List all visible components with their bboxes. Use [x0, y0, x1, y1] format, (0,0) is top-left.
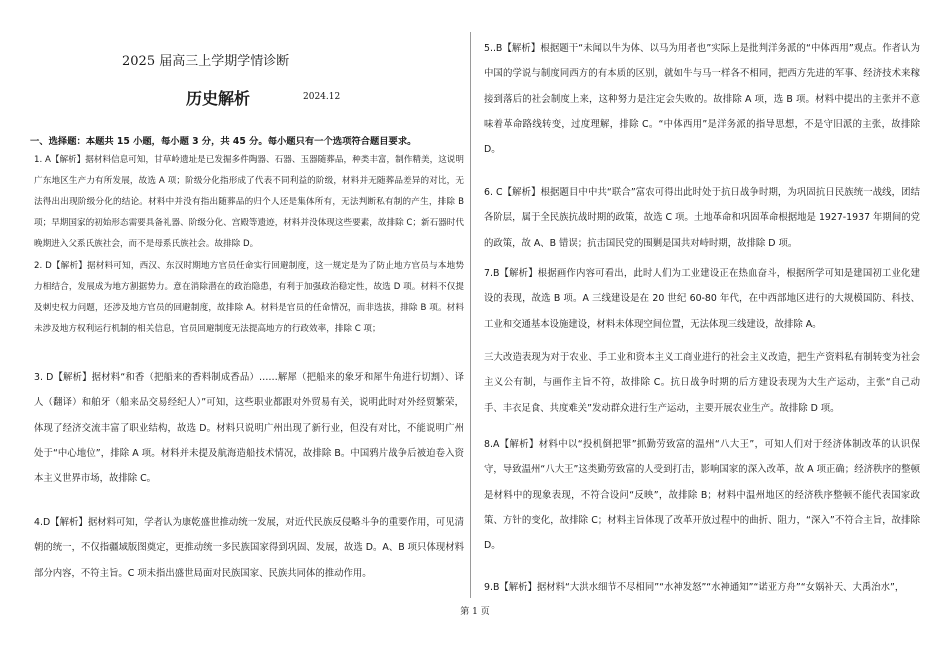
- answer-7-continued: 三大改造表现为对于农业、手工业和资本主义工商业进行的社会主义改造，把生产资料私有制转变为社会主义公有制，与画作主旨不符，故排除 C。抗日战争时期的后方建设表现为大生产运动，主张“自己动手、丰衣足食、共度难关”发动群众进行生产运动，主要开展农业生产。故排除 D 项。: [484, 352, 920, 414]
- exam-date: 2024.12: [303, 92, 341, 102]
- section-heading: 一、选择题：本题共 15 小题，每小题 3 分，共 45 分。每小题只有一个选项符合题目要求。: [30, 136, 417, 147]
- exam-title: 2025 届高三上学期学情诊断: [122, 54, 290, 69]
- page-number: 第 1 页: [460, 607, 490, 617]
- subject-title: 历史解析: [186, 89, 251, 108]
- answer-9: 9.B【解析】据材料“大洪水细节不尽相同”“水神发怒”“水神通知”“诺亚方舟”“女娲补天、大禹治水”，: [484, 582, 905, 593]
- answer-4: 4.D【解析】据材料可知，学者认为康乾盛世推动统一发展，对近代民族反侵略斗争的重要作用，可见清朝的统一，不仅指疆域版图奠定，更推动统一多民族国家得到巩固、发展，故选 D。A、B 项只体现材料部分内容，不符主旨。C 项未指出盛世局面对民族国家、民族共同体的推动作用。: [34, 517, 464, 579]
- answer-6: 6. C【解析】根据题目中中共“联合”富农可得出此时处于抗日战争时期，为巩固抗日民族统一战线，团结各阶层，属于全民族抗战时期的政策，故选 C 项。土地革命和巩固革命根据地是 1927-1937 年期间的党的政策，故 A、B 错误；抗击国民党的围剿是国共对峙时期，故排除 D 项。: [484, 187, 920, 249]
- answer-3: 3. D【解析】据材料“和香（把船来的香料制成香品）……解犀（把船来的象牙和犀牛角进行切割）、译人（翻译）和舶牙（船来品交易经纪人）”可知，这些职业都跟对外贸易有关，说明此时对外经贸繁荣，体现了经济交流丰富了职业结构，故选 D。材料只说明广州出现了新行业，但没有对比，不能说明广州处于“中心地位”，排除 A 项。材料并未提及航海造船技术情况，故排除 B。中国鸦片战争后被迫卷入资本主义世界市场，故排除 C。: [34, 372, 464, 485]
- answer-5: 5..B【解析】根据题干“未闻以牛为体、以马为用者也”实际上是批判洋务派的“中体西用”观点。作者认为中国的学说与制度同西方的有本质的区别，就如牛与马一样各不相同，把西方先进的军事、经济技术来稼接到落后的社会制度上来，这种努力是注定会失败的。故排除 A 项，选 B 项。材料中提出的主张并不意味着革命路线转变，过度理解，排除 C。“中体西用”是洋务派的指导思想，不是守旧派的主张，故排除 D。: [484, 43, 920, 156]
- answer-2: 2. D【解析】据材料可知，西汉、东汉时期地方官员任命实行回避制度，这一规定是为了防止地方官员与本地势力相结合，发展成为地方割据势力。意在消除潜在的政治隐患，有利于加强政治稳定性，故选 D 项。材料不仅提及刺史权力问题，还涉及地方官员的回避制度，故排除 A。材料是官员的任命情况，而非选拔，排除 B 项。材料未涉及地方权利运行机制的相关信息，官员回避制度无法提高地方的行政效率，排除 C 项；: [34, 261, 464, 334]
- answer-8: 8.A【解析】材料中以“投机倒把罪”抓勤劳致富的温州“八大王”，可知人们对于经济体制改革的认识保守，导致温州“八大王”这类勤劳致富的人受到打击，影响国家的深入改革，故 A 项正确；经济秩序的整顿是材料中的现象表现，不符合设问“反映”，故排除 B；材料中温州地区的经济秩序整顿不能代表国家政策、方针的变化，故排除 C；材料主旨体现了改革开放过程中的曲折、阻力，“深入”不符合主旨，故排除 D。: [484, 439, 920, 552]
- answer-7: 7.B【解析】根据画作内容可看出，此时人们为工业建设正在热血奋斗，根据所学可知是建国初工业化建设的表现，故选 B 项。A 三线建设是在 20 世纪 60-80 年代，在中西部地区进行的大规模国防、科技、工业和交通基本设施建设，材料未体现空间位置，无法体现三线建设，故排除 A。: [484, 268, 920, 330]
- column-divider: [470, 32, 471, 598]
- answer-1: 1. A【解析】据材料信息可知，甘草岭遗址是已发掘多件陶器、石器、玉器随葬品，种类丰富，制作精美，这说明广东地区生产力有所发展，故选 A 项；阶级分化指形成了代表不同利益的阶级，材料并无随葬品差异的对比，无法得出出现阶级分化的结论。材料中并没有指出随葬品的归个人还是集体所有，无法判断私有制的产生，排除 B 项；早期国家的初始形态需要具备礼器、阶级分化、宫殿等遗迹，材料并没体现这些要素，故排除 C；新石器时代晚期进入父系氏族社会，而不是母系氏族社会。故排除 D。: [34, 155, 464, 249]
